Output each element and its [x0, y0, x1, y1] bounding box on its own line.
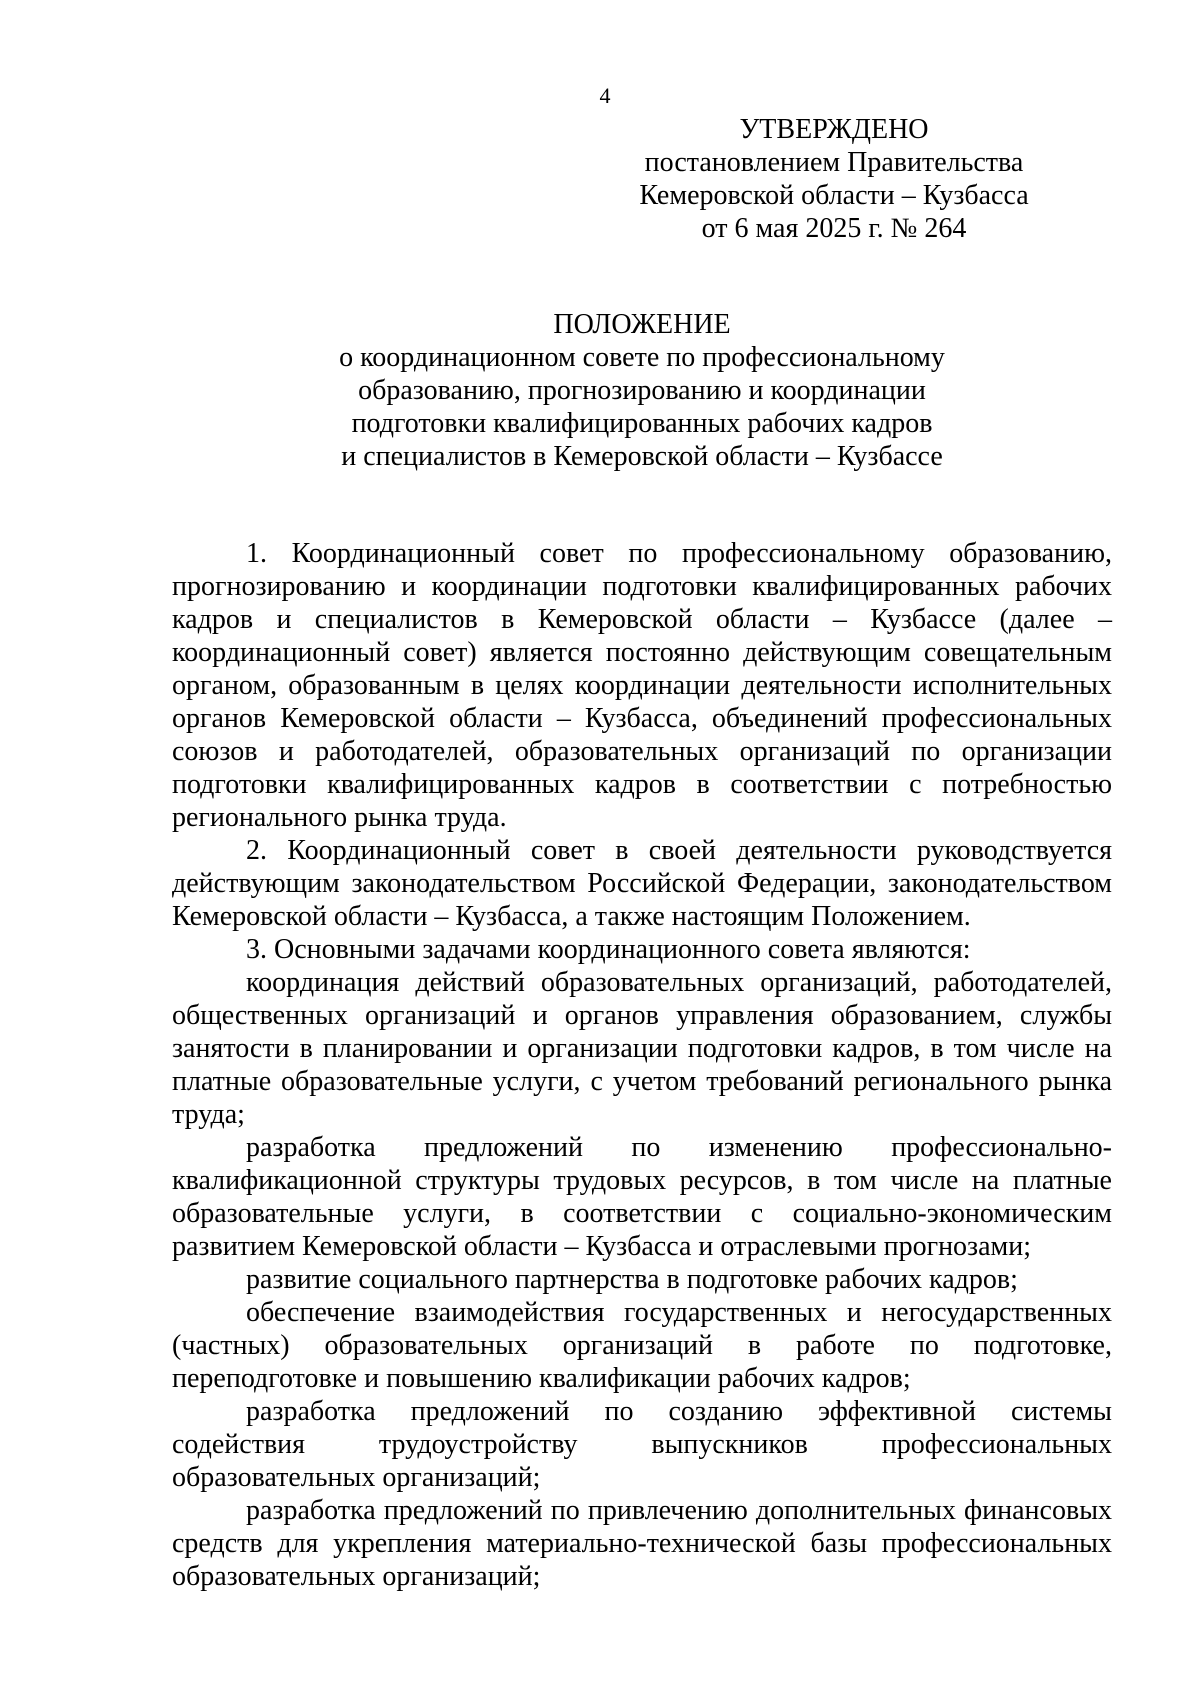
- document-subtitle-line: образованию, прогнозированию и координации: [358, 375, 926, 406]
- approval-stamp: [600, 113, 1068, 245]
- task-item: координация действий образовательных организаций, работодателей, общественных организаций и органов управления образованием, службы занятости в планировании и организации подготовки кадров, в том числе на платные образовательные услуги, с учетом требований регионального рынка труда;: [172, 967, 1112, 1130]
- paragraph-3: 3. Основными задачами координационного совета являются:: [246, 934, 971, 965]
- paragraph-2: 2. Координационный совет в своей деятельности руководствуется действующим законодательством Российской Федерации, законодательством Кемеровской области – Кузбасса, а также настоящим Положением.: [172, 835, 1112, 932]
- approval-heading: УТВЕРЖДЕНО: [739, 114, 929, 145]
- task-item: разработка предложений по изменению профессионально-квалификационной структуры трудовых ресурсов, в том числе на платные образовательные услуги, в соответствии с социально-экономическим развитием Кемеровской области – Кузбасса и отраслевыми прогнозами;: [172, 1132, 1112, 1262]
- approval-line: Кемеровской области – Кузбасса: [639, 180, 1029, 211]
- document-subtitle-line: о координационном совете по профессиональному: [339, 342, 945, 373]
- document-heading: ПОЛОЖЕНИЕ: [553, 309, 731, 340]
- document-subtitle-line: и специалистов в Кемеровской области – Кузбассе: [341, 441, 943, 472]
- paragraph-1: 1. Координационный совет по профессиональному образованию, прогнозированию и координации подготовки квалифицированных рабочих кадров и специалистов в Кемеровской области – Кузбассе (далее – координационный совет) является постоянно действующим совещательным органом, образованным в целях координации деятельности исполнительных органов Кемеровской области – Кузбасса, объединений профессиональных союзов и работодателей, образовательных организаций по организации подготовки квалифицированных кадров в соответствии с потребностью регионального рынка труда.: [172, 538, 1112, 833]
- task-item: разработка предложений по привлечению дополнительных финансовых средств для укрепления материально-технической базы профессиональных образовательных организаций;: [172, 1495, 1112, 1592]
- approval-date: от 6 мая 2025 г. № 264: [701, 213, 967, 244]
- approval-line: постановлением Правительства: [644, 147, 1024, 178]
- document-subtitle-line: подготовки квалифицированных рабочих кадров: [351, 408, 933, 439]
- task-item: обеспечение взаимодействия государственных и негосударственных (частных) образовательных организаций в работе по подготовке, переподготовке и повышению квалификации рабочих кадров;: [172, 1297, 1112, 1394]
- task-item: развитие социального партнерства в подготовке рабочих кадров;: [246, 1264, 1018, 1295]
- document-body: [172, 537, 1112, 1593]
- document-title: [172, 308, 1112, 473]
- task-item: разработка предложений по созданию эффективной системы содействия трудоустройству выпускников профессиональных образовательных организаций;: [172, 1396, 1112, 1493]
- page-number: 4: [599, 83, 611, 108]
